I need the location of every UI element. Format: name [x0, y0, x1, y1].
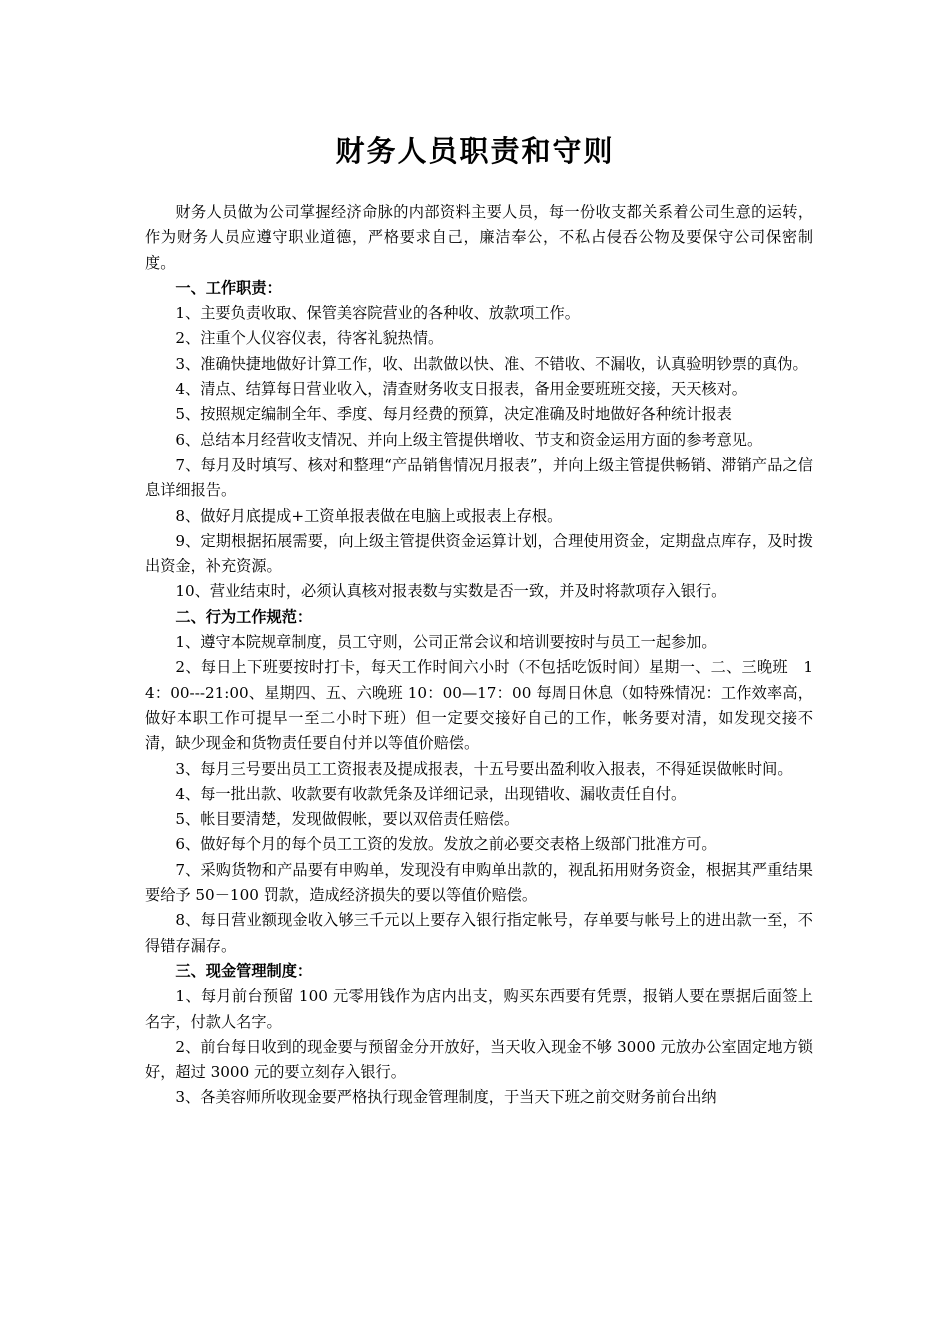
document-body — [145, 200, 813, 1111]
paragraph: 4、每一批出款、收款要有收款凭条及详细记录，出现错收、漏收责任自付。 — [175, 784, 687, 803]
paragraph: 3、每月三号要出员工工资报表及提成报表，十五号要出盈利收入报表，不得延误做帐时间。 — [175, 759, 793, 778]
document-title: 财务人员职责和守则 — [335, 134, 615, 168]
paragraph: 3、各美容师所收现金要严格执行现金管理制度，于当天下班之前交财务前台出纳 — [175, 1088, 717, 1107]
paragraph: 5、帐目要清楚，发现做假帐，要以双倍责任赔偿。 — [175, 810, 520, 829]
paragraph: 3、准确快捷地做好计算工作，收、出款做以快、准、不错收、不漏收，认真验明钞票的真伪。 — [175, 354, 808, 373]
paragraph: 1、遵守本院规章制度，员工守则，公司正常会议和培训要按时与员工一起参加。 — [175, 633, 717, 652]
paragraph: 财务人员做为公司掌握经济命脉的内部资料主要人员，每一份收支都关系着公司生意的运转，作为财务人员应遵守职业道德，严格要求自己，廉洁奉公，不私占侵吞公物及要保守公司保密制度。 — [145, 203, 813, 272]
paragraph: 9、定期根据拓展需要，向上级主管提供资金运算计划，合理使用资金，定期盘点库存，及时拨出资金，补充资源。 — [145, 531, 813, 576]
paragraph: 2、注重个人仪容仪表，待客礼貌热情。 — [175, 329, 444, 348]
paragraph: 1、主要负责收取、保管美容院营业的各种收、放款项工作。 — [175, 304, 580, 323]
paragraph: 2、每日上下班要按时打卡，每天工作时间六小时（不包括吃饭时间）星期一、二、三晚班 14：00---21:00、星期四、五、六晚班 10：00—17：00 每周日休息（如特殊情况：工作效率高，做好本职工作可提早一至二小时下班）但一定要交接好自己的工作，帐务要对清，如发现交接不清，缺少现金和货物责任要自付并以等值价赔偿。 — [145, 658, 813, 753]
paragraph: 7、每月及时填写、核对和整理“产品销售情况月报表”，并向上级主管提供畅销、滞销产品之信息详细报告。 — [145, 455, 813, 500]
paragraph: 2、前台每日收到的现金要与预留金分开放好，当天收入现金不够 3000 元放办公室固定地方锁好，超过 3000 元的要立刻存入银行。 — [145, 1037, 813, 1082]
paragraph: 6、总结本月经营收支情况、并向上级主管提供增收、节支和资金运用方面的参考意见。 — [175, 430, 763, 449]
paragraph: 8、做好月底提成+工资单报表做在电脑上或报表上存根。 — [175, 506, 563, 525]
paragraph: 4、清点、结算每日营业收入，清查财务收支日报表，备用金要班班交接，天天核对。 — [175, 380, 747, 399]
section-heading: 三、现金管理制度： — [175, 961, 313, 980]
paragraph: 7、采购货物和产品要有申购单，发现没有申购单出款的，视乱拓用财务资金，根据其严重结果要给予 50－100 罚款，造成经济损失的要以等值价赔偿。 — [145, 860, 813, 905]
paragraph: 6、做好每个月的每个员工工资的发放。发放之前必要交表格上级部门批准方可。 — [175, 835, 717, 854]
paragraph: 8、每日营业额现金收入够三千元以上要存入银行指定帐号，存单要与帐号上的进出款一至，不得错存漏存。 — [145, 911, 813, 955]
section-heading: 一、工作职责： — [175, 278, 282, 297]
paragraph: 1、每月前台预留 100 元零用钱作为店内出支，购买东西要有凭票，报销人要在票据后面签上名字，付款人名字。 — [145, 987, 813, 1031]
paragraph: 5、按照规定编制全年、季度、每月经费的预算，决定准确及时地做好各种统计报表 — [175, 405, 732, 424]
paragraph: 10、营业结束时，必须认真核对报表数与实数是否一致，并及时将款项存入银行。 — [175, 582, 727, 601]
section-heading: 二、行为工作规范： — [175, 607, 313, 626]
